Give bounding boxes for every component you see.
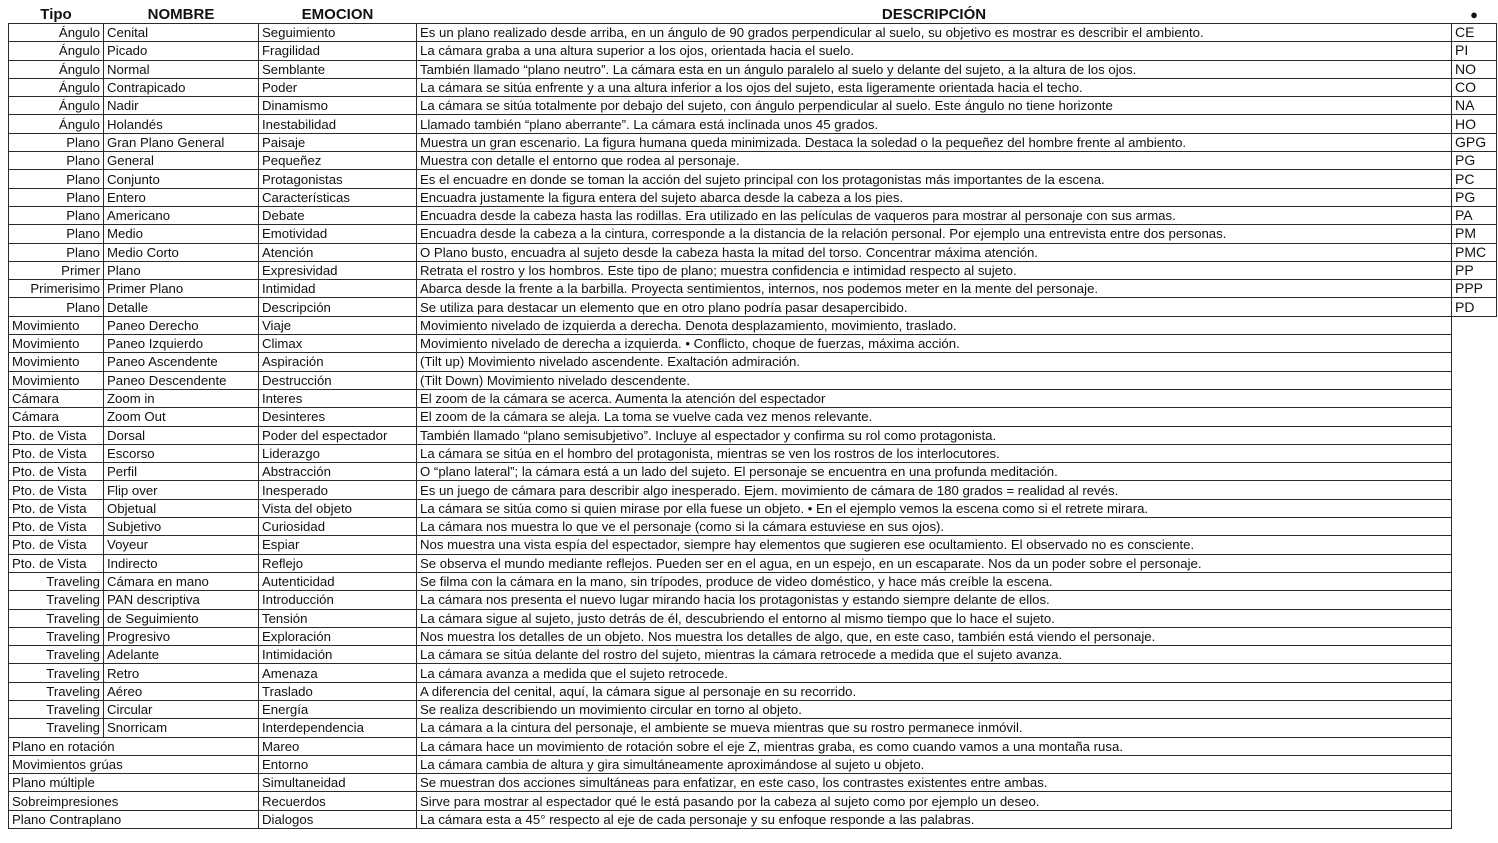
cell-abbreviation	[1452, 774, 1497, 792]
cell-emocion: Liderazgo	[259, 444, 417, 462]
cell-abbreviation: PPP	[1452, 280, 1497, 298]
cell-abbreviation: PM	[1452, 225, 1497, 243]
cell-descripcion: Movimiento nivelado de izquierda a derecha. Denota desplazamiento, movimiento, traslado.	[417, 316, 1452, 334]
cell-tipo: Plano	[9, 225, 104, 243]
cell-emocion: Seguimiento	[259, 24, 417, 42]
table-row	[9, 572, 1497, 590]
table-row	[9, 481, 1497, 499]
cell-nombre: Aéreo	[104, 682, 259, 700]
cell-abbreviation	[1452, 591, 1497, 609]
cell-descripcion: Encuadra desde la cabeza hasta las rodillas. Era utilizado en las películas de vaqueros para mostrar al personaje con sus armas.	[417, 206, 1452, 224]
cell-tipo: Pto. de Vista	[9, 499, 104, 517]
cell-emocion: Recuerdos	[259, 792, 417, 810]
table-row	[9, 792, 1497, 810]
table-row	[9, 682, 1497, 700]
cell-nombre: Perfil	[104, 463, 259, 481]
cell-abbreviation	[1452, 664, 1497, 682]
cell-abbreviation	[1452, 481, 1497, 499]
table-row	[9, 225, 1497, 243]
cell-nombre: de Seguimiento	[104, 609, 259, 627]
cell-tipo: Pto. de Vista	[9, 536, 104, 554]
table-row	[9, 389, 1497, 407]
cell-descripcion: La cámara a la cintura del personaje, el ambiente se mueva mientras que su rostro permanece inmóvil.	[417, 719, 1452, 737]
cell-emocion: Emotividad	[259, 225, 417, 243]
cell-descripcion: La cámara avanza a medida que el sujeto retrocede.	[417, 664, 1452, 682]
cell-nombre: Picado	[104, 42, 259, 60]
cell-abbreviation	[1452, 353, 1497, 371]
cell-nombre: Medio	[104, 225, 259, 243]
cell-emocion: Reflejo	[259, 554, 417, 572]
cell-descripcion: El zoom de la cámara se acerca. Aumenta la atención del espectador	[417, 389, 1452, 407]
cell-abbreviation: PMC	[1452, 243, 1497, 261]
cell-nombre: Adelante	[104, 646, 259, 664]
cell-nombre: PAN descriptiva	[104, 591, 259, 609]
cell-descripcion: O Plano busto, encuadra al sujeto desde la cabeza hasta la mitad del torso. Concentrar máxima atención.	[417, 243, 1452, 261]
cell-abbreviation	[1452, 700, 1497, 718]
table-row	[9, 536, 1497, 554]
cell-tipo: Movimiento	[9, 316, 104, 334]
cell-emocion: Desinteres	[259, 408, 417, 426]
table-row	[9, 518, 1497, 536]
table-row	[9, 755, 1497, 773]
cell-tipo: Plano	[9, 133, 104, 151]
cell-emocion: Espiar	[259, 536, 417, 554]
cell-emocion: Inesperado	[259, 481, 417, 499]
table-row	[9, 353, 1497, 371]
cell-abbreviation	[1452, 627, 1497, 645]
cell-descripcion: La cámara se sitúa totalmente por debajo del sujeto, con ángulo perpendicular al suelo. Este ángulo no tiene horizonte	[417, 97, 1452, 115]
cell-tipo: Ángulo	[9, 24, 104, 42]
cell-nombre: Dorsal	[104, 426, 259, 444]
cell-abbreviation	[1452, 389, 1497, 407]
cell-nombre: Medio Corto	[104, 243, 259, 261]
cell-descripcion: Sirve para mostrar al espectador qué le está pasando por la cabeza al sujeto como por ejemplo un deseo.	[417, 792, 1452, 810]
table-row	[9, 97, 1497, 115]
cell-abbreviation	[1452, 572, 1497, 590]
cell-descripcion: Muestra con detalle el entorno que rodea al personaje.	[417, 152, 1452, 170]
cell-tipo: Plano	[9, 298, 104, 316]
cell-tipo: Pto. de Vista	[9, 426, 104, 444]
cell-tipo: Plano	[9, 170, 104, 188]
cell-tipo: Pto. de Vista	[9, 518, 104, 536]
cell-tipo: Traveling	[9, 682, 104, 700]
cell-tipo: Traveling	[9, 719, 104, 737]
table-row	[9, 188, 1497, 206]
cell-tipo: Pto. de Vista	[9, 481, 104, 499]
cell-descripcion: Se observa el mundo mediante reflejos. Pueden ser en el agua, en un espejo, en un escaparate. Nos da un poder sobre el personaje.	[417, 554, 1452, 572]
cell-descripcion: Se realiza describiendo un movimiento circular en torno al objeto.	[417, 700, 1452, 718]
cell-emocion: Curiosidad	[259, 518, 417, 536]
cell-nombre: Circular	[104, 700, 259, 718]
cell-abbreviation: PP	[1452, 261, 1497, 279]
cell-tipo: Traveling	[9, 664, 104, 682]
cell-abbreviation: PD	[1452, 298, 1497, 316]
cell-nombre: Americano	[104, 206, 259, 224]
cell-emocion: Dialogos	[259, 810, 417, 828]
cell-emocion: Atención	[259, 243, 417, 261]
cell-descripcion: Muestra un gran escenario. La figura humana queda minimizada. Destaca la soledad o la pequeñez del hombre frente al ambiento.	[417, 133, 1452, 151]
cell-emocion: Entorno	[259, 755, 417, 773]
cell-nombre: General	[104, 152, 259, 170]
cell-nombre: Voyeur	[104, 536, 259, 554]
cell-abbreviation: PG	[1452, 152, 1497, 170]
cell-nombre: Cenital	[104, 24, 259, 42]
cell-emocion: Protagonistas	[259, 170, 417, 188]
cell-nombre: Gran Plano General	[104, 133, 259, 151]
cell-abbreviation: CO	[1452, 78, 1497, 96]
cell-emocion: Traslado	[259, 682, 417, 700]
cell-abbreviation	[1452, 536, 1497, 554]
cell-abbreviation: NA	[1452, 97, 1497, 115]
cell-emocion: Fragilidad	[259, 42, 417, 60]
cell-tipo: Movimiento	[9, 335, 104, 353]
table-row	[9, 444, 1497, 462]
cell-tipo: Plano	[9, 206, 104, 224]
table-row	[9, 280, 1497, 298]
table-body	[9, 24, 1497, 829]
cell-tipo: Movimientos grúas	[9, 755, 259, 773]
cell-tipo: Sobreimpresiones	[9, 792, 259, 810]
cell-abbreviation	[1452, 408, 1497, 426]
cell-nombre: Indirecto	[104, 554, 259, 572]
cell-descripcion: La cámara esta a 45° respecto al eje de cada personaje y su enfoque responde a las palabras.	[417, 810, 1452, 828]
cell-emocion: Destrucción	[259, 371, 417, 389]
cell-abbreviation	[1452, 810, 1497, 828]
cell-tipo: Traveling	[9, 591, 104, 609]
cell-emocion: Aspiración	[259, 353, 417, 371]
cell-tipo: Cámara	[9, 389, 104, 407]
cell-descripcion: La cámara cambia de altura y gira simultáneamente aproximándose al sujeto u objeto.	[417, 755, 1452, 773]
cell-descripcion: Encuadra desde la cabeza a la cintura, corresponde a la distancia de la relación personal. Por ejemplo una entrevista entre dos personas.	[417, 225, 1452, 243]
cell-nombre: Cámara en mano	[104, 572, 259, 590]
cell-abbreviation	[1452, 609, 1497, 627]
cell-abbreviation: PI	[1452, 42, 1497, 60]
cell-nombre: Snorricam	[104, 719, 259, 737]
cell-emocion: Energía	[259, 700, 417, 718]
cell-descripcion: La cámara hace un movimiento de rotación sobre el eje Z, mientras graba, es como cuando vamos a una montaña rusa.	[417, 737, 1452, 755]
cell-emocion: Tensión	[259, 609, 417, 627]
cell-nombre: Conjunto	[104, 170, 259, 188]
cell-emocion: Pequeñez	[259, 152, 417, 170]
cell-emocion: Poder	[259, 78, 417, 96]
cell-nombre: Zoom in	[104, 389, 259, 407]
cell-abbreviation	[1452, 444, 1497, 462]
cell-emocion: Descripción	[259, 298, 417, 316]
cell-abbreviation	[1452, 426, 1497, 444]
cell-descripcion: La cámara se sitúa enfrente y a una altura inferior a los ojos del sujeto, esta ligeramente orientada hacia el techo.	[417, 78, 1452, 96]
cell-emocion: Amenaza	[259, 664, 417, 682]
cell-abbreviation: PC	[1452, 170, 1497, 188]
cell-abbreviation: GPG	[1452, 133, 1497, 151]
table-row	[9, 463, 1497, 481]
cell-emocion: Introducción	[259, 591, 417, 609]
cell-descripcion: Movimiento nivelado de derecha a izquierda. • Conflicto, choque de fuerzas, máxima acción.	[417, 335, 1452, 353]
table-row	[9, 700, 1497, 718]
cell-tipo: Traveling	[9, 572, 104, 590]
cell-nombre: Flip over	[104, 481, 259, 499]
cell-descripcion: Se muestran dos acciones simultáneas para enfatizar, en este caso, los contrastes existentes entre ambas.	[417, 774, 1452, 792]
table-row	[9, 371, 1497, 389]
cell-nombre: Escorso	[104, 444, 259, 462]
cell-tipo: Cámara	[9, 408, 104, 426]
cell-tipo: Movimiento	[9, 371, 104, 389]
table-row	[9, 261, 1497, 279]
cell-nombre: Subjetivo	[104, 518, 259, 536]
cell-descripcion: También llamado “plano neutro”. La cámara esta en un ángulo paralelo al suelo y delante del sujeto, a la altura de los ojos.	[417, 60, 1452, 78]
cell-abbreviation: PA	[1452, 206, 1497, 224]
table-row	[9, 133, 1497, 151]
table-row	[9, 408, 1497, 426]
cell-descripcion: Es un plano realizado desde arriba, en un ángulo de 90 grados perpendicular al suelo, su objetivo es mostrar es describir el ambiento.	[417, 24, 1452, 42]
cell-emocion: Intimidad	[259, 280, 417, 298]
table-row	[9, 499, 1497, 517]
cell-emocion: Vista del objeto	[259, 499, 417, 517]
header-nombre: NOMBRE	[147, 6, 215, 23]
table-row	[9, 609, 1497, 627]
cell-descripcion: La cámara se sitúa delante del rostro del sujeto, mientras la cámara retrocede a medida que el sujeto avanza.	[417, 646, 1452, 664]
cell-nombre: Detalle	[104, 298, 259, 316]
cell-tipo: Pto. de Vista	[9, 444, 104, 462]
cell-tipo: Plano	[9, 243, 104, 261]
cell-tipo: Ángulo	[9, 97, 104, 115]
cell-emocion: Paisaje	[259, 133, 417, 151]
cell-descripcion: Es un juego de cámara para describir algo inesperado. Ejem. movimiento de cámara de 180 grados = realidad al revés.	[417, 481, 1452, 499]
cell-descripcion: La cámara sigue al sujeto, justo detrás de él, descubriendo el entorno al mismo tiempo que lo hace el sujeto.	[417, 609, 1452, 627]
cell-descripcion: (Tilt Down) Movimiento nivelado descendente.	[417, 371, 1452, 389]
cell-descripcion: Nos muestra una vista espía del espectador, siempre hay elementos que sugieren ese ocultamiento. El observado no es consciente.	[417, 536, 1452, 554]
table-row	[9, 774, 1497, 792]
cell-emocion: Dinamismo	[259, 97, 417, 115]
cell-abbreviation	[1452, 554, 1497, 572]
header-tipo: Tipo	[40, 6, 72, 23]
cell-emocion: Debate	[259, 206, 417, 224]
cell-nombre: Primer Plano	[104, 280, 259, 298]
cell-emocion: Características	[259, 188, 417, 206]
cell-nombre: Paneo Derecho	[104, 316, 259, 334]
cell-abbreviation	[1452, 737, 1497, 755]
cell-emocion: Inestabilidad	[259, 115, 417, 133]
cell-emocion: Interes	[259, 389, 417, 407]
header-emocion: EMOCION	[301, 6, 374, 23]
cell-abbreviation	[1452, 518, 1497, 536]
cell-tipo: Ángulo	[9, 60, 104, 78]
cell-descripcion: El zoom de la cámara se aleja. La toma se vuelve cada vez menos relevante.	[417, 408, 1452, 426]
cell-descripcion: La cámara se sitúa como si quien mirase por ella fuese un objeto. • En el ejemplo vemos la escena como si el retrete mirara.	[417, 499, 1452, 517]
table-row	[9, 243, 1497, 261]
cell-abbreviation	[1452, 719, 1497, 737]
table-row	[9, 24, 1497, 42]
cell-nombre: Entero	[104, 188, 259, 206]
cell-descripcion: Se filma con la cámara en la mano, sin trípodes, produce de video doméstico, y hace más creíble la escena.	[417, 572, 1452, 590]
cell-nombre: Zoom Out	[104, 408, 259, 426]
cell-descripcion: La cámara nos muestra lo que ve el personaje (como si la cámara estuviese en sus ojos).	[417, 518, 1452, 536]
cell-tipo: Plano en rotación	[9, 737, 259, 755]
cell-abbreviation	[1452, 792, 1497, 810]
table-row	[9, 591, 1497, 609]
table-row	[9, 426, 1497, 444]
cell-tipo: Traveling	[9, 627, 104, 645]
table-row	[9, 737, 1497, 755]
cell-tipo: Ángulo	[9, 115, 104, 133]
cell-abbreviation: CE	[1452, 24, 1497, 42]
cell-tipo: Plano	[9, 152, 104, 170]
cell-emocion: Simultaneidad	[259, 774, 417, 792]
cell-abbreviation	[1452, 316, 1497, 334]
cell-tipo: Ángulo	[9, 78, 104, 96]
cell-abbreviation: NO	[1452, 60, 1497, 78]
cell-abbreviation	[1452, 755, 1497, 773]
table-row	[9, 719, 1497, 737]
cell-emocion: Semblante	[259, 60, 417, 78]
cell-nombre: Contrapicado	[104, 78, 259, 96]
cell-nombre: Normal	[104, 60, 259, 78]
cell-nombre: Nadir	[104, 97, 259, 115]
cell-nombre: Paneo Izquierdo	[104, 335, 259, 353]
cell-emocion: Exploración	[259, 627, 417, 645]
cell-emocion: Intimidación	[259, 646, 417, 664]
cell-tipo: Traveling	[9, 646, 104, 664]
table-row	[9, 664, 1497, 682]
cell-descripcion: La cámara graba a una altura superior a los ojos, orientada hacia el suelo.	[417, 42, 1452, 60]
cell-emocion: Autenticidad	[259, 572, 417, 590]
table-row	[9, 152, 1497, 170]
cell-tipo: Ángulo	[9, 42, 104, 60]
cell-emocion: Mareo	[259, 737, 417, 755]
cell-descripcion: Nos muestra los detalles de un objeto. Nos muestra los detalles de algo, que, en este caso, también está viendo el personaje.	[417, 627, 1452, 645]
table-row	[9, 206, 1497, 224]
cell-abbreviation	[1452, 646, 1497, 664]
cell-abbreviation	[1452, 335, 1497, 353]
table-row	[9, 115, 1497, 133]
cell-tipo: Traveling	[9, 609, 104, 627]
cell-abbreviation	[1452, 371, 1497, 389]
table-row	[9, 316, 1497, 334]
cell-descripcion: Se utiliza para destacar un elemento que en otro plano podría pasar desapercibido.	[417, 298, 1452, 316]
cell-descripcion: Retrata el rostro y los hombros. Este tipo de plano; muestra confidencia e intimidad respecto al sujeto.	[417, 261, 1452, 279]
table-row	[9, 78, 1497, 96]
cell-emocion: Viaje	[259, 316, 417, 334]
cell-nombre: Progresivo	[104, 627, 259, 645]
header-bullet-icon: ●	[1470, 7, 1478, 22]
spreadsheet	[8, 6, 1496, 829]
table-row	[9, 298, 1497, 316]
cell-nombre: Holandés	[104, 115, 259, 133]
cell-descripcion: O “plano lateral”; la cámara está a un lado del sujeto. El personaje se encuentra en una profunda meditación.	[417, 463, 1452, 481]
cell-descripcion: También llamado “plano semisubjetivo”. Incluye al espectador y confirma su rol como protagonista.	[417, 426, 1452, 444]
cell-emocion: Climax	[259, 335, 417, 353]
cell-abbreviation	[1452, 463, 1497, 481]
table-row	[9, 42, 1497, 60]
cell-emocion: Abstracción	[259, 463, 417, 481]
table-row	[9, 627, 1497, 645]
cell-descripcion: Llamado también “plano aberrante”. La cámara está inclinada unos 45 grados.	[417, 115, 1452, 133]
cell-tipo: Pto. de Vista	[9, 554, 104, 572]
cell-descripcion: Es el encuadre en donde se toman la acción del sujeto principal con los protagonistas más importantes de la escena.	[417, 170, 1452, 188]
cell-tipo: Plano múltiple	[9, 774, 259, 792]
header-row	[9, 6, 1497, 24]
cell-abbreviation: HO	[1452, 115, 1497, 133]
cell-abbreviation	[1452, 682, 1497, 700]
table-row	[9, 60, 1497, 78]
cell-emocion: Interdependencia	[259, 719, 417, 737]
cell-tipo: Primerisimo	[9, 280, 104, 298]
cell-descripcion: (Tilt up) Movimiento nivelado ascendente. Exaltación admiración.	[417, 353, 1452, 371]
table-row	[9, 335, 1497, 353]
cell-descripcion: Abarca desde la frente a la barbilla. Proyecta sentimientos, internos, nos podemos meter en la mente del personaje.	[417, 280, 1452, 298]
cell-tipo: Primer	[9, 261, 104, 279]
cell-abbreviation	[1452, 499, 1497, 517]
cell-nombre: Retro	[104, 664, 259, 682]
cell-tipo: Movimiento	[9, 353, 104, 371]
cell-descripcion: A diferencia del cenital, aquí, la cámara sigue al personaje en su recorrido.	[417, 682, 1452, 700]
cell-tipo: Pto. de Vista	[9, 463, 104, 481]
cell-emocion: Poder del espectador	[259, 426, 417, 444]
header-descripcion: DESCRIPCIÓN	[881, 6, 987, 23]
table-row	[9, 646, 1497, 664]
cell-abbreviation: PG	[1452, 188, 1497, 206]
table-row	[9, 170, 1497, 188]
table-row	[9, 810, 1497, 828]
cell-nombre: Plano	[104, 261, 259, 279]
camera-shots-table	[8, 6, 1497, 829]
cell-descripcion: La cámara se sitúa en el hombro del protagonista, mientras se ven los rostros de los interlocutores.	[417, 444, 1452, 462]
cell-tipo: Traveling	[9, 700, 104, 718]
cell-tipo: Plano Contraplano	[9, 810, 259, 828]
cell-nombre: Paneo Descendente	[104, 371, 259, 389]
cell-descripcion: La cámara nos presenta el nuevo lugar mirando hacia los protagonistas y estando siempre delante de ellos.	[417, 591, 1452, 609]
cell-tipo: Plano	[9, 188, 104, 206]
cell-descripcion: Encuadra justamente la figura entera del sujeto abarca desde la cabeza a los pies.	[417, 188, 1452, 206]
cell-nombre: Objetual	[104, 499, 259, 517]
cell-nombre: Paneo Ascendente	[104, 353, 259, 371]
cell-emocion: Expresividad	[259, 261, 417, 279]
table-row	[9, 554, 1497, 572]
